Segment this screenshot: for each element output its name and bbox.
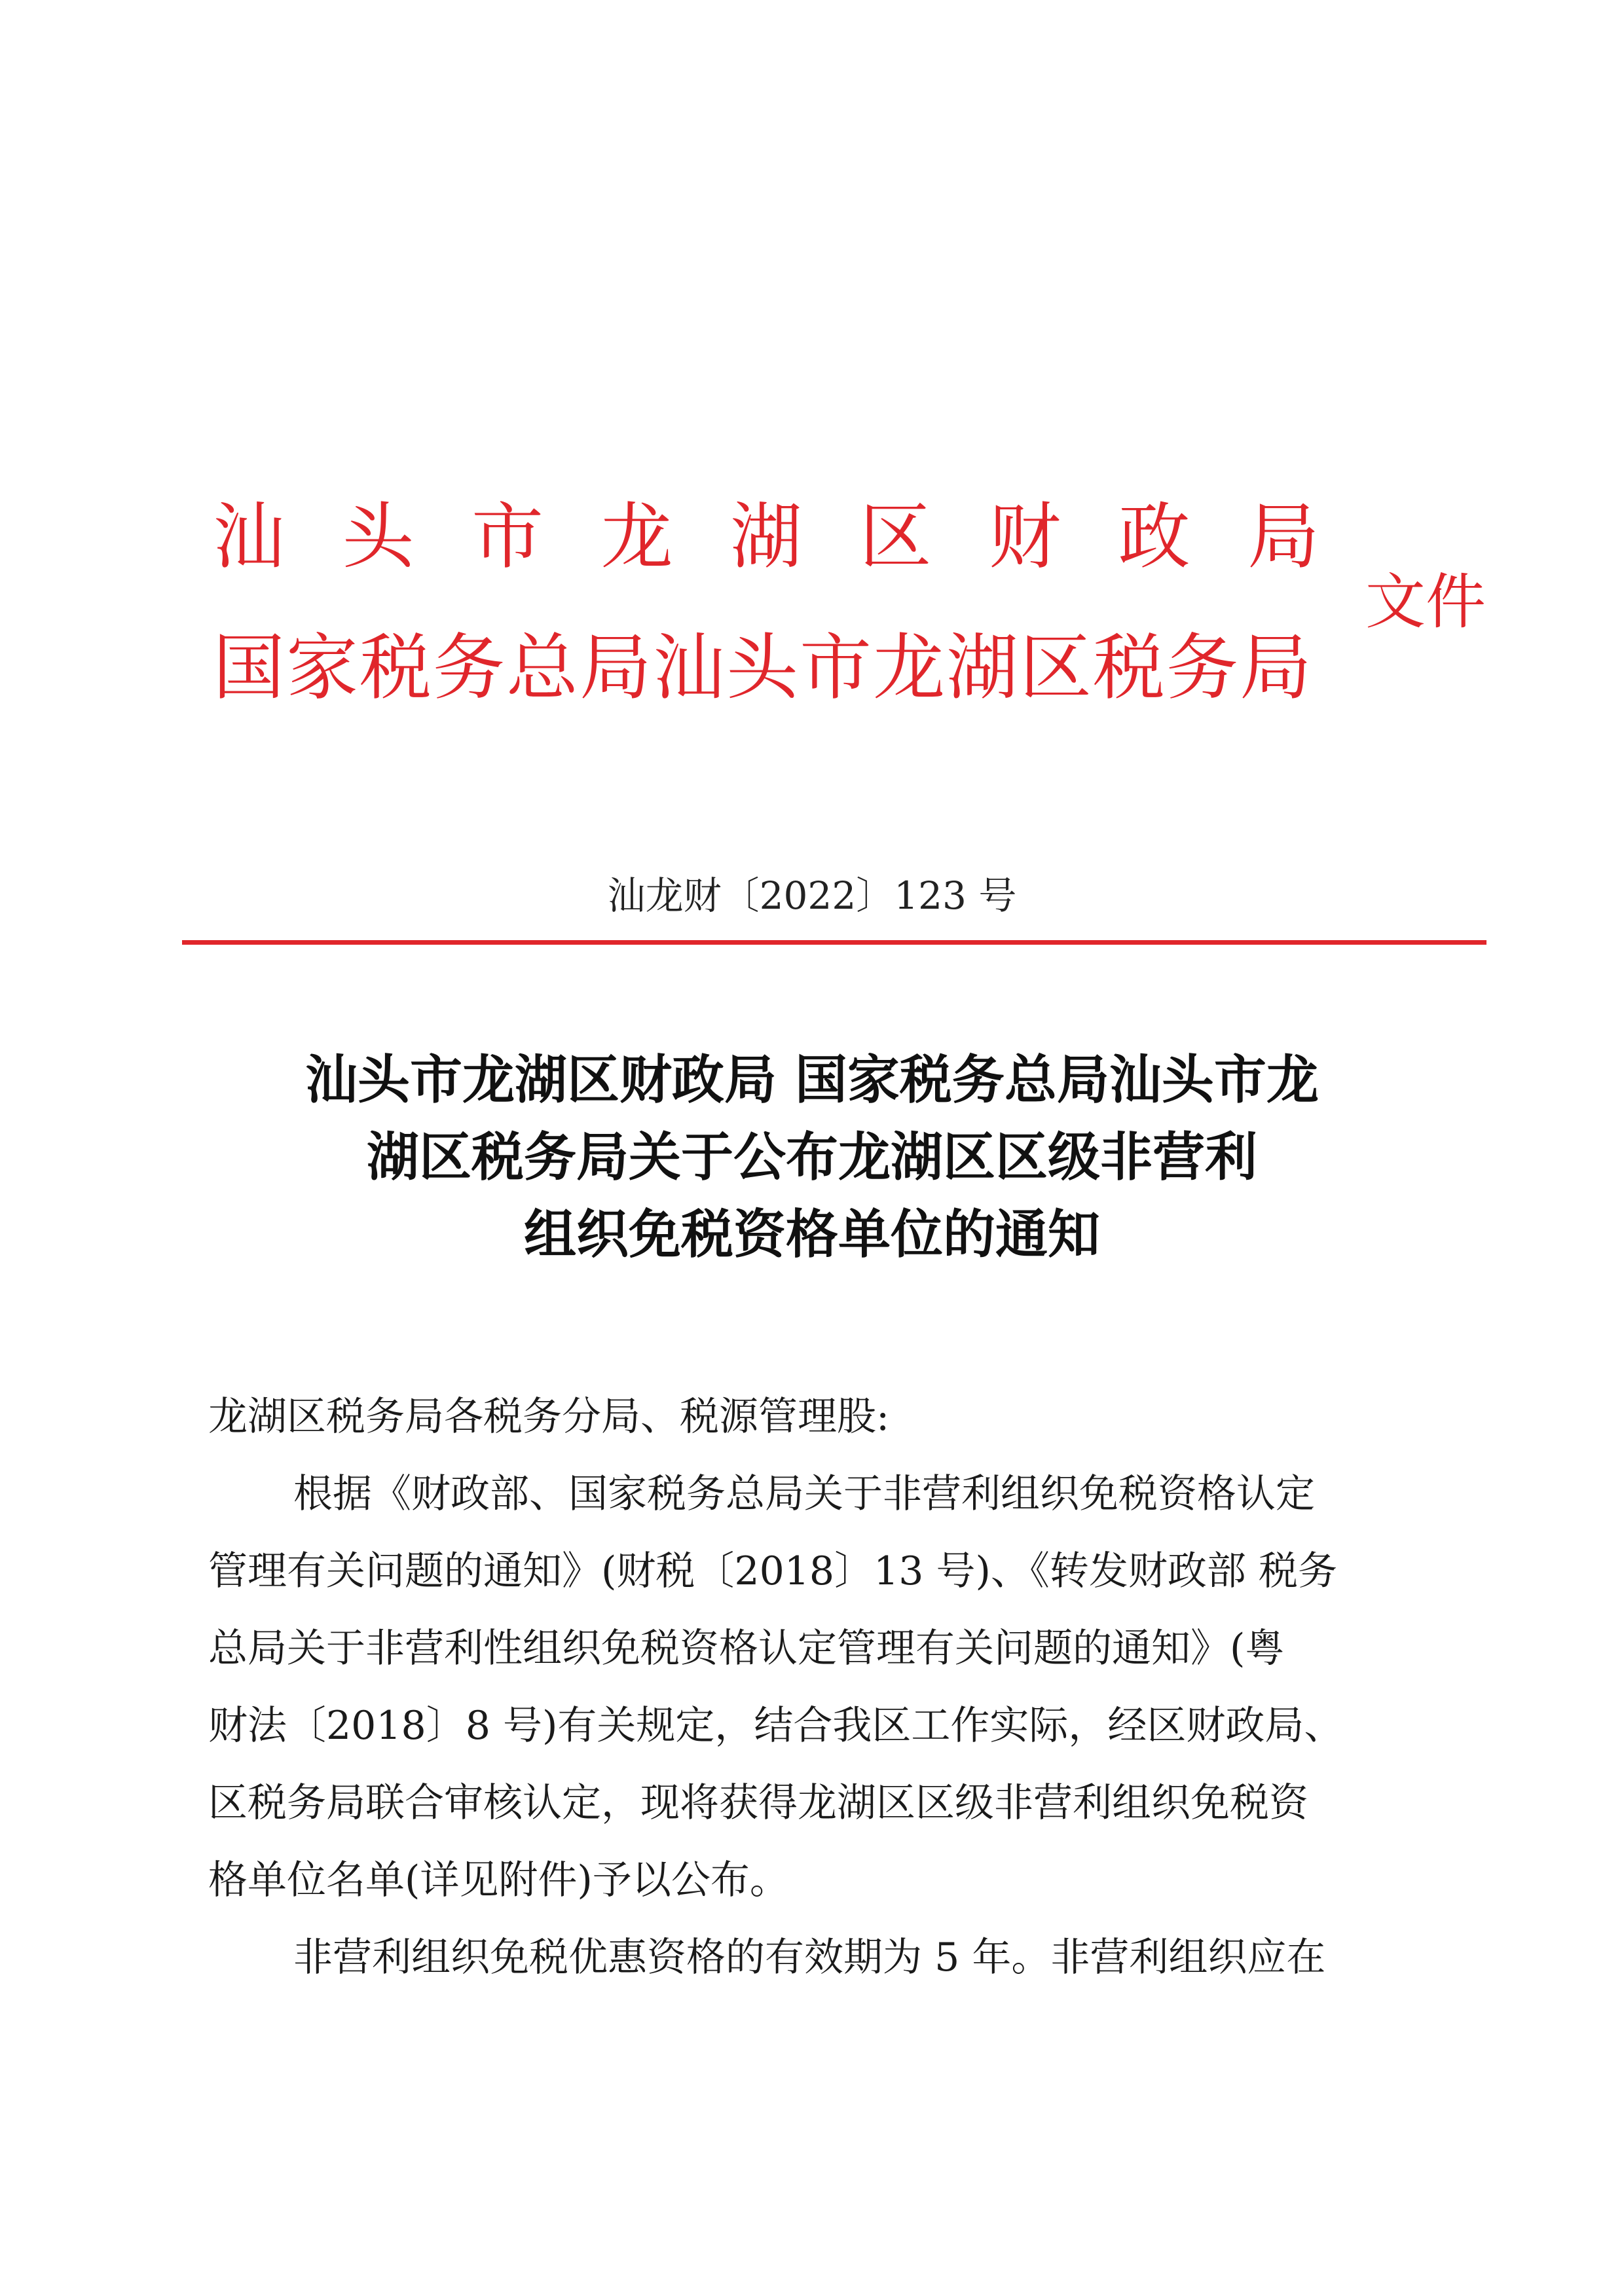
title-line: 组织免税资格单位的通知 — [524, 1203, 1100, 1265]
addressee: 龙湖区税务局各税务分局、税源管理股: — [208, 1394, 890, 1440]
issuer-line-1-char: 市 — [471, 495, 544, 579]
issuer-line-1-char: 湖 — [730, 495, 802, 579]
issuer-line-1 — [213, 495, 1320, 579]
title-line: 汕头市龙湖区财政局 国家税务总局汕头市龙 — [305, 1049, 1319, 1110]
paragraph-line: 财法〔2018〕8 号)有关规定，结合我区工作实际，经区财政局、 — [208, 1703, 1344, 1749]
document-title — [0, 1041, 1624, 1273]
document-number: 汕龙财〔2022〕123 号 — [607, 873, 1017, 918]
issuer-line-1-char: 财 — [989, 495, 1061, 579]
issuer-line-1-char: 龙 — [600, 495, 673, 579]
paragraph-line: 根据《财政部、国家税务总局关于非营利组织免税资格认定 — [293, 1471, 1315, 1517]
issuer-line-1-char: 汕 — [213, 495, 285, 579]
paragraph-line: 管理有关问题的通知》(财税〔2018〕13 号)、《转发财政部 税务 — [208, 1548, 1338, 1594]
issuer-line-1-char: 区 — [859, 495, 932, 579]
paragraph-line: 格单位名单(详见附件)予以公布。 — [208, 1857, 789, 1903]
issuer-line-1-char: 局 — [1247, 495, 1320, 579]
red-divider — [182, 940, 1486, 945]
title-line: 湖区税务局关于公布龙湖区区级非营利 — [367, 1126, 1257, 1188]
issuer-line-1-char: 政 — [1118, 495, 1190, 579]
issuer-line-2: 国家税务总局汕头市龙湖区税务局 — [213, 626, 1313, 710]
document-body — [208, 1378, 1426, 1996]
paragraph-line: 区税务局联合审核认定，现将获得龙湖区区级非营利组织免税资 — [208, 1780, 1308, 1826]
issuer-line-1-char: 头 — [342, 495, 415, 579]
document-type-label: 文件 — [1365, 567, 1486, 637]
paragraph-line: 非营利组织免税优惠资格的有效期为 5 年。非营利组织应在 — [293, 1935, 1326, 1980]
paragraph-line: 总局关于非营利性组织免税资格认定管理有关问题的通知》(粤 — [208, 1626, 1285, 1671]
